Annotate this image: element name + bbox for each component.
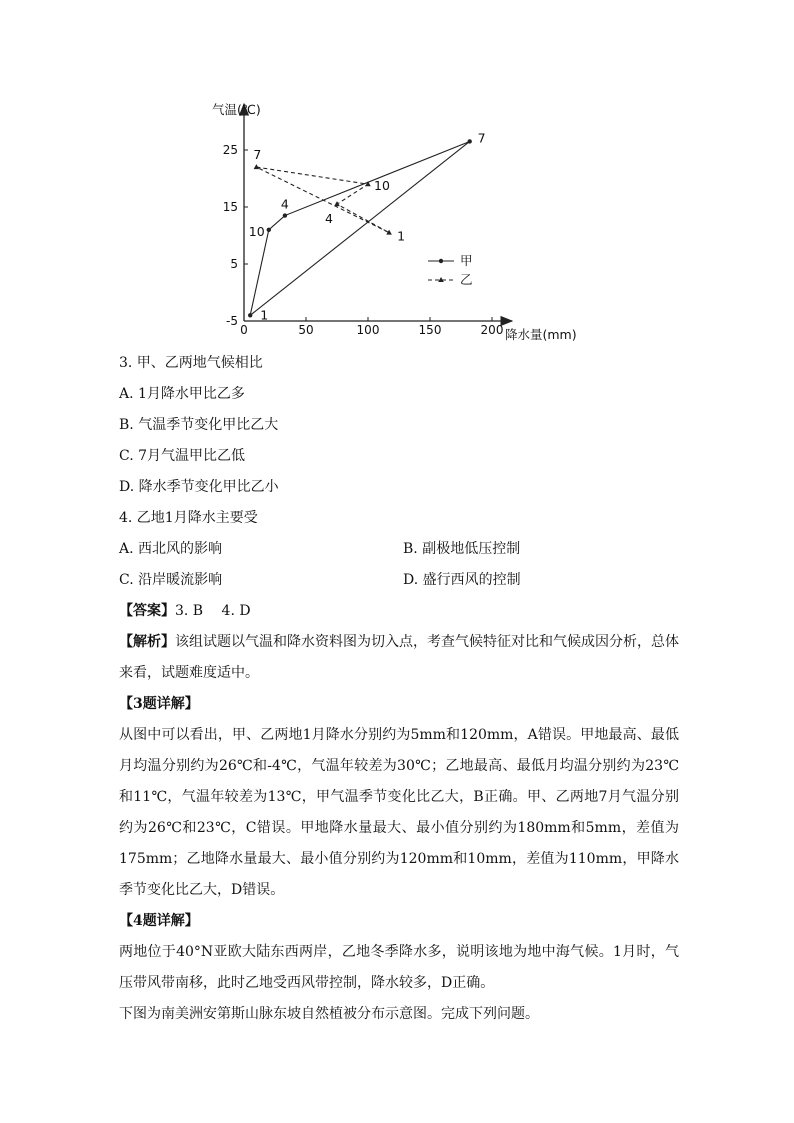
data-point [248, 313, 252, 317]
detail-4-text: 两地位于40°N亚欧大陆东西两岸，乙地冬季降水多，说明该地为地中海气候。1月时，气压带风带南移，此时乙地受西风带控制，降水较多，D正确。 [119, 944, 679, 991]
point-label: 4 [325, 211, 333, 227]
x-tick-label: 200 [480, 323, 504, 337]
answer-line [119, 596, 679, 627]
x-axis-label: 降水量(mm) [505, 327, 577, 342]
point-label: 10 [248, 223, 265, 239]
q4-option-c: C. 沿岸暖流影响 [119, 572, 223, 588]
legend-marker [439, 259, 443, 263]
y-tick-label: -5 [226, 314, 238, 328]
y-tick-label: 5 [230, 257, 238, 271]
q4-option-a: A. 西北风的影响 [119, 541, 223, 557]
q4-option-b: B. 副极地低压控制 [403, 541, 521, 557]
series-line-jia [250, 141, 469, 315]
climate-chart [200, 96, 600, 346]
point-label: 4 [280, 196, 289, 212]
detail-4-heading: 【4题详解】 [119, 913, 199, 929]
data-point [254, 164, 260, 169]
analysis-paragraph [119, 627, 679, 689]
point-label: 7 [477, 130, 486, 146]
x-tick-label: 50 [298, 323, 314, 337]
analysis-tag: 【解析】 [119, 634, 175, 650]
legend-label-jia: 甲 [460, 253, 473, 268]
q3-option-d: D. 降水季节变化甲比乙小 [119, 479, 279, 495]
analysis-text: 该组试题以气温和降水资料图为切入点，考查气候特征对比和气候成因分析，总体来看，试题难度适中。 [119, 634, 679, 681]
q3-option-c: C. 7月气温甲比乙低 [119, 448, 246, 464]
answer-tag: 【答案】 [119, 603, 175, 619]
point-label: 1 [397, 228, 406, 244]
next-question-intro: 下图为南美洲安第斯山脉东坡自然植被分布示意图。完成下列问题。 [119, 1006, 539, 1022]
y-tick-label: 25 [222, 143, 238, 157]
q4-option-d: D. 盛行西风的控制 [403, 572, 521, 588]
data-point [267, 228, 271, 232]
x-tick-label: 100 [356, 323, 380, 337]
point-label: 7 [253, 147, 262, 163]
q4-options-row-2 [119, 565, 679, 596]
detail-3-text: 从图中可以看出，甲、乙两地1月降水分别约为5mm和120mm，A错误。甲地最高、最低月均温分别约为26℃和-4℃，气温年较差为30℃；乙地最高、最低月均温分别约为23℃和11℃，气温年较差为13℃，甲气温季节变化比乙大，B正确。甲、乙两地7月气温分别约为26℃和23℃，C错误。甲地降水量最大、最小值分别约为180mm和5mm，差值为175mm；乙地降水量最大、最小值分别约为120mm和10mm，差值为110mm，甲降水季节变化比乙大，D错误。 [119, 727, 679, 898]
data-point [283, 213, 287, 217]
point-label: 10 [374, 178, 390, 194]
y-axis-label: 气温(℃) [212, 102, 261, 117]
answer-text: 3. B 4. D [175, 603, 251, 619]
q3-option-b: B. 气温季节变化甲比乙大 [119, 417, 279, 433]
y-tick-label: 15 [222, 200, 238, 214]
x-tick-label: 150 [418, 323, 442, 337]
question-3-stem: 3. 甲、乙两地气候相比 [119, 355, 263, 371]
x-tick-label: 0 [240, 323, 248, 337]
q4-options-row-1 [119, 534, 679, 565]
data-point [334, 201, 340, 206]
point-label: 1 [260, 307, 269, 323]
question-content [119, 348, 679, 1030]
legend-label-yi: 乙 [460, 272, 473, 287]
data-point [467, 139, 471, 143]
q3-option-a: A. 1月降水甲比乙多 [119, 386, 245, 402]
question-4-stem: 4. 乙地1月降水主要受 [119, 510, 258, 526]
climate-chart-svg [200, 96, 600, 346]
detail-3-heading: 【3题详解】 [119, 696, 199, 712]
